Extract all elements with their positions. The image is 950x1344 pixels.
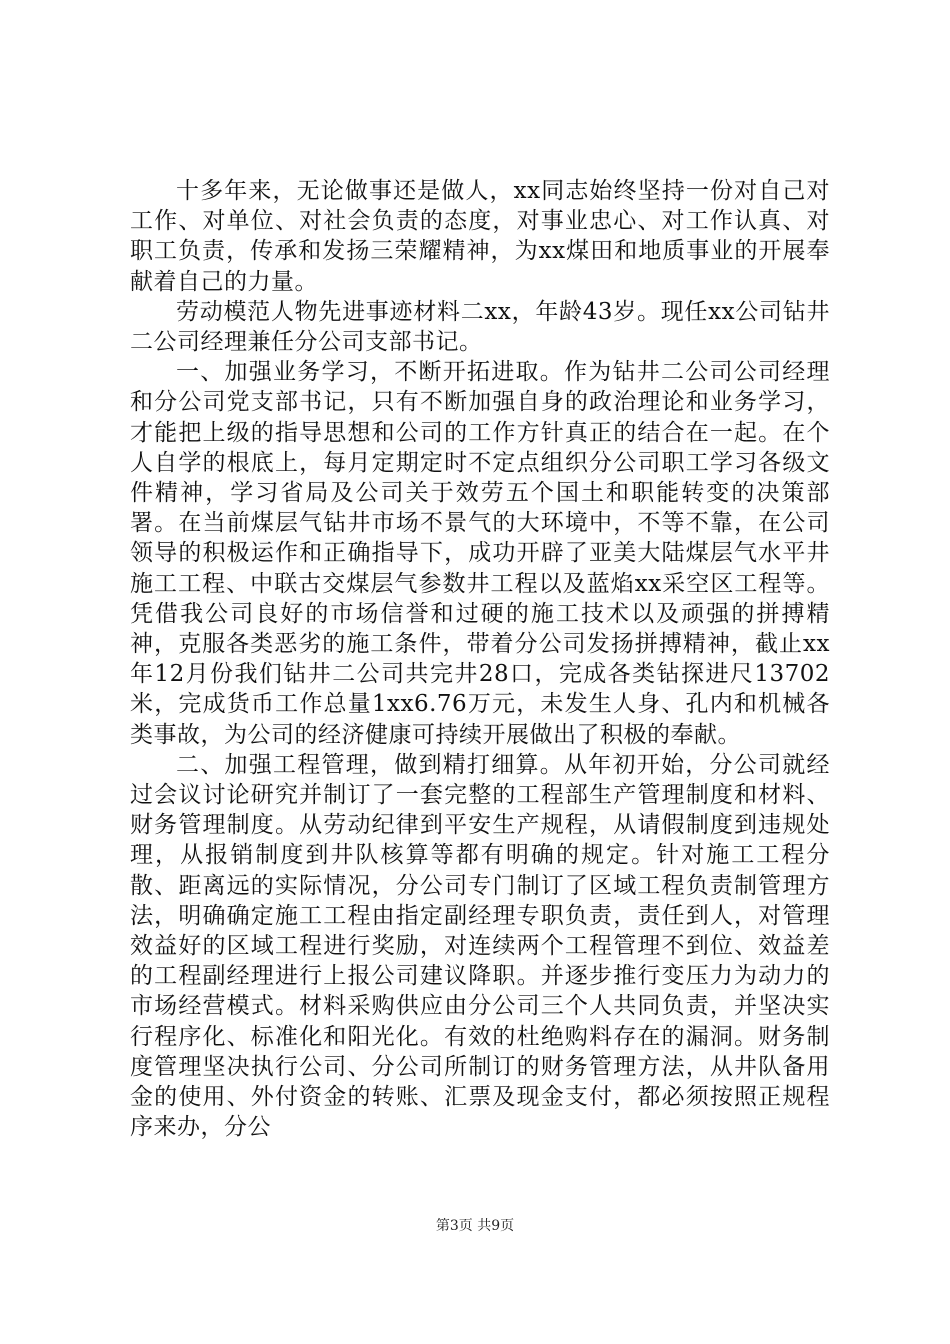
paragraph-4: 二、加强工程管理，做到精打细算。从年初开始，分公司就经过会议讨论研究并制订了一套完整的工程部生产管理制度和材料、财务管理制度。从劳动纪律到平安生产规程，从请假制度到违规处理，从报销制度到井队核算等都有明确的规定。针对施工工程分散、距离远的实际情况，分公司专门制订了区域工程负责制管理方法，明确确定施工工程由指定副经理专职负责，责任到人，对管理效益好的区域工程进行奖励，对连续两个工程管理不到位、效益差的工程副经理进行上报公司建议降职。并逐步推行变压力为动力的市场经营模式。材料采购供应由分公司三个人共同负责，并坚决实行程序化、标准化和阳光化。有效的杜绝购料存在的漏洞。财务制度管理坚决执行公司、分公司所制订的财务管理方法，从井队备用金的使用、外付资金的转账、汇票及现金支付，都必须按照正规程序来办，分公 bbox=[130, 751, 830, 1141]
paragraph-1: 十多年来，无论做事还是做人，xx同志始终坚持一份对自己对工作、对单位、对社会负责的态度，对事业忠心、对工作认真、对职工负责，传承和发扬三荣耀精神，为xx煤田和地质事业的开展奉献着自己的力量。 bbox=[130, 178, 830, 295]
paragraph-3: 一、加强业务学习，不断开拓进取。作为钻井二公司公司经理和分公司党支部书记，只有不断加强自身的政治理论和业务学习，才能把上级的指导思想和公司的工作方针真正的结合在一起。在个人自学的根底上，每月定期定时不定点组织分公司职工学习各级文件精神，学习省局及公司关于效劳五个国土和职能转变的决策部署。在当前煤层气钻井市场不景气的大环境中，不等不靠，在公司领导的积极运作和正确指导下，成功开辟了亚美大陆煤层气水平井施工工程、中联古交煤层气参数井工程以及蓝焰xx采空区工程等。凭借我公司良好的市场信誉和过硬的施工技术以及顽强的拼搏精神，克服各类恶劣的施工条件，带着分公司发扬拼搏精神，截止xx年12月份我们钻井二公司共完井28口，完成各类钻探进尺13702米，完成货币工作总量1xx6.76万元，未发生人身、孔内和机械各类事故，为公司的经济健康可持续开展做出了积极的奉献。 bbox=[130, 359, 830, 748]
paragraph-2: 劳动模范人物先进事迹材料二xx，年龄43岁。现任xx公司钻井二公司经理兼任分公司支部书记。 bbox=[130, 298, 830, 356]
document-body bbox=[130, 176, 830, 1143]
page-number: 第3页 共9页 bbox=[435, 1218, 515, 1234]
